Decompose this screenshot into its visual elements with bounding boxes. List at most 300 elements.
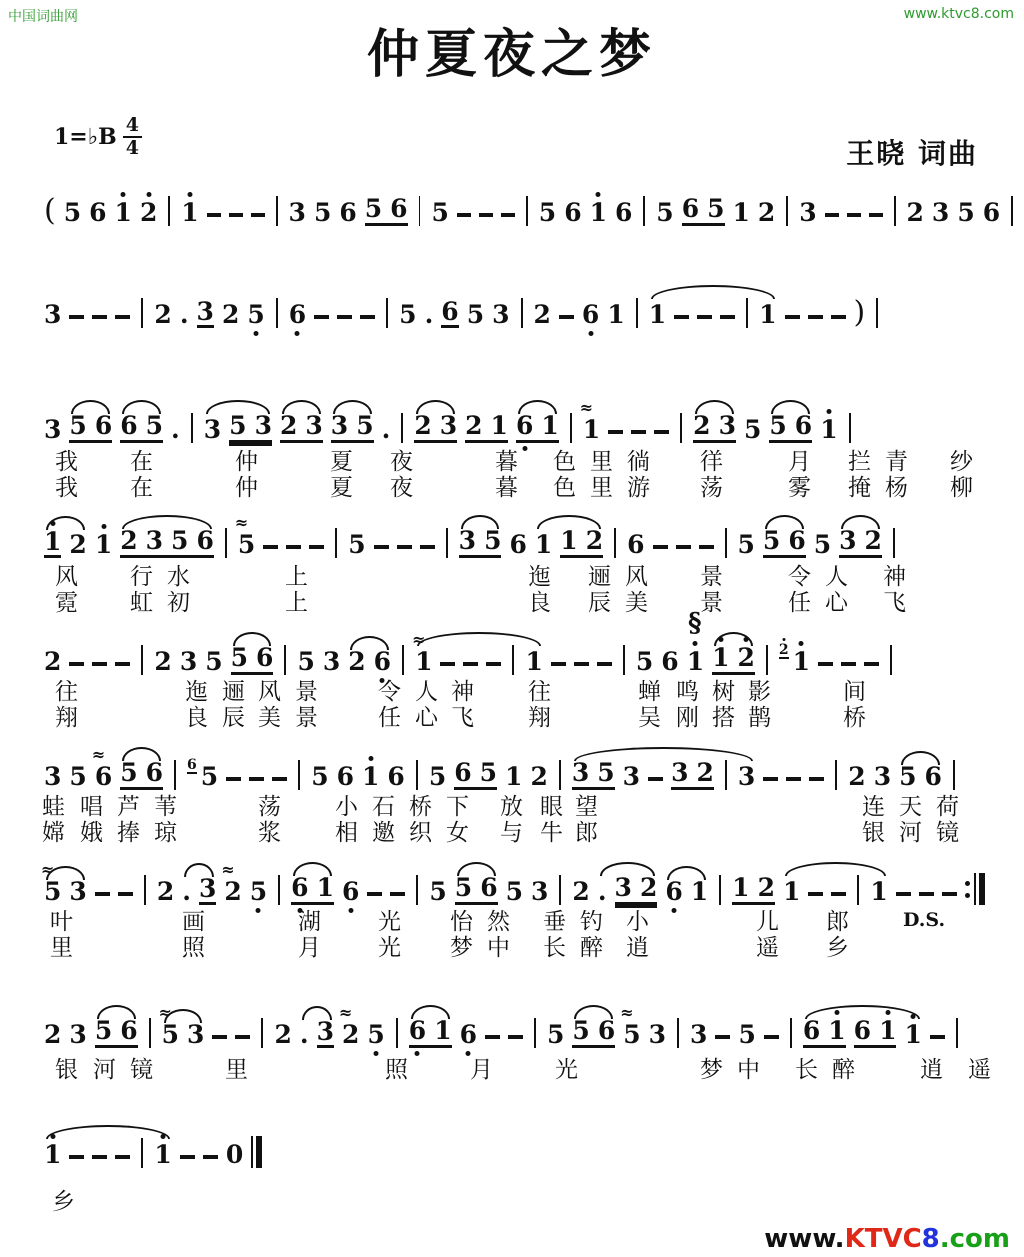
duration-dash bbox=[896, 892, 911, 896]
slur-group bbox=[414, 413, 457, 443]
barline bbox=[614, 528, 616, 558]
jianpu-note: 6 bbox=[196, 526, 214, 555]
beam-group bbox=[560, 528, 603, 558]
barline bbox=[786, 196, 788, 226]
octave-dot-above bbox=[368, 756, 373, 761]
lyric-syllable: 刚 bbox=[676, 705, 699, 731]
lyric-syllable: 心 bbox=[415, 705, 438, 731]
jianpu-note: 6 bbox=[853, 1016, 872, 1045]
time-signature-denominator: 4 bbox=[125, 137, 139, 159]
mordent-icon: ≈ bbox=[338, 1003, 351, 1022]
barline bbox=[893, 528, 895, 558]
jianpu-note: 5 bbox=[69, 762, 87, 791]
footer-watermark-segment: www. bbox=[764, 1224, 845, 1254]
duration-dash bbox=[847, 213, 861, 217]
jianpu-note: 5 bbox=[230, 643, 249, 672]
slur-group bbox=[763, 528, 806, 558]
jianpu-note: 5 bbox=[348, 530, 366, 559]
jianpu-note: 6 bbox=[374, 649, 391, 675]
jianpu-note: 0 bbox=[225, 1140, 244, 1169]
lyric-syllable: 吴 bbox=[638, 705, 661, 731]
jianpu-note: 6 bbox=[387, 762, 405, 791]
jianpu-note: 3 bbox=[873, 762, 892, 791]
notes-row bbox=[44, 193, 1016, 228]
octave-dot-below bbox=[254, 331, 259, 336]
jianpu-note: 2 ≈ bbox=[338, 1003, 360, 1049]
slur-group bbox=[44, 529, 87, 558]
duration-dash bbox=[229, 213, 243, 217]
duration-dash bbox=[118, 892, 133, 896]
music-line bbox=[44, 193, 1016, 236]
jianpu-note: 5 bbox=[762, 526, 781, 555]
jianpu-note: 2 bbox=[154, 300, 172, 329]
lyric-syllable: 光 bbox=[378, 909, 401, 935]
jianpu-note: 5 bbox=[171, 526, 189, 555]
octave-dot-above bbox=[101, 524, 106, 529]
slur-group bbox=[712, 645, 755, 675]
lyric-syllable: 里 bbox=[590, 449, 613, 475]
jianpu-note: 5 bbox=[200, 762, 219, 791]
repeat-dot bbox=[965, 893, 970, 898]
slur-group bbox=[572, 1018, 615, 1048]
jianpu-note: 2 bbox=[533, 300, 551, 329]
lyric-syllable: 暮 bbox=[495, 475, 518, 501]
site-link-right[interactable]: www.ktvc8.com bbox=[903, 6, 1014, 22]
jianpu-note: 1 bbox=[590, 200, 607, 226]
jianpu-note: 6 bbox=[681, 194, 700, 223]
jianpu-note: 6 bbox=[661, 647, 679, 676]
jianpu-note: 3 bbox=[196, 297, 214, 326]
lyric-syllable: 女 bbox=[446, 820, 469, 846]
jianpu-note: 5 bbox=[743, 415, 762, 444]
jianpu-note: 1 bbox=[607, 300, 625, 329]
intro-paren: ) bbox=[853, 295, 866, 330]
jianpu-note: 1 bbox=[732, 873, 750, 902]
slur-group bbox=[41, 860, 87, 906]
duration-dash bbox=[574, 662, 589, 666]
barline bbox=[849, 413, 851, 443]
lyric-syllable: 美 bbox=[625, 590, 648, 616]
lyric-syllable: 河 bbox=[899, 820, 922, 846]
grace-note: 2 bbox=[779, 643, 789, 659]
footer-watermark-segment: KTVC bbox=[844, 1224, 922, 1254]
lyric-syllable: 色 bbox=[553, 475, 576, 501]
jianpu-note: 5 bbox=[367, 1022, 384, 1048]
barline bbox=[857, 875, 859, 905]
augmentation-dot: . bbox=[424, 300, 434, 329]
lyric-syllable: 杨 bbox=[885, 475, 908, 501]
lyric-syllable: 飞 bbox=[883, 590, 906, 616]
music-line bbox=[44, 630, 1016, 683]
duration-dash bbox=[551, 662, 566, 666]
barline bbox=[278, 875, 280, 905]
jianpu-note: 5 bbox=[63, 198, 82, 227]
duration-dash bbox=[808, 892, 823, 896]
notes-row bbox=[44, 398, 1016, 444]
lyric-syllable: 垂 bbox=[543, 909, 566, 935]
barline bbox=[559, 875, 561, 905]
jianpu-note: 5 bbox=[356, 411, 374, 440]
lyric-syllable: 风 bbox=[625, 564, 648, 590]
jianpu-note: 2 bbox=[530, 762, 548, 791]
barline bbox=[225, 528, 227, 558]
lyric-syllable: 纱 bbox=[950, 449, 973, 475]
barline bbox=[623, 645, 625, 675]
lyric-syllable: 遥 bbox=[756, 935, 779, 961]
lyric-syllable: 初 bbox=[167, 590, 190, 616]
lyric-syllable: 郎 bbox=[826, 909, 849, 935]
beam-group bbox=[615, 875, 658, 905]
lyric-syllable: 小 bbox=[626, 909, 649, 935]
jianpu-note: 5 bbox=[454, 873, 473, 902]
duration-dash bbox=[463, 662, 478, 666]
lyric-syllable: 放 bbox=[500, 794, 523, 820]
barline bbox=[298, 760, 300, 790]
slur-group bbox=[204, 413, 272, 443]
beam-group bbox=[671, 760, 714, 790]
mordent-icon: ≈ bbox=[221, 860, 233, 879]
jianpu-note: 5 ≈ bbox=[620, 1003, 641, 1049]
slur-group bbox=[803, 1018, 922, 1048]
jianpu-note: 1 bbox=[759, 300, 777, 329]
jianpu-note: 6 bbox=[516, 413, 533, 439]
octave-dot-below bbox=[374, 1051, 379, 1056]
jianpu-note: 2 bbox=[572, 877, 590, 906]
jianpu-note: 6 bbox=[509, 530, 527, 559]
octave-dot-above bbox=[799, 641, 804, 646]
jianpu-note: 3 bbox=[622, 762, 641, 791]
duration-dash bbox=[676, 545, 691, 549]
duration-dash bbox=[115, 1155, 130, 1159]
augmentation-dot: . bbox=[597, 877, 607, 906]
jianpu-note: 5 bbox=[737, 530, 755, 559]
duration-dash bbox=[764, 1035, 779, 1039]
barline bbox=[559, 760, 561, 790]
jianpu-note: 5 bbox=[466, 300, 485, 329]
jianpu-note: 1 bbox=[690, 877, 709, 906]
jianpu-note: 6 bbox=[802, 1016, 821, 1045]
jianpu-note: 1 bbox=[44, 529, 61, 558]
duration-dash bbox=[115, 662, 130, 666]
lyric-syllable: 在 bbox=[130, 475, 153, 501]
slur-group bbox=[783, 875, 888, 905]
duration-dash bbox=[808, 315, 823, 319]
lyric-syllable: 良 bbox=[185, 705, 208, 731]
duration-dash bbox=[203, 1155, 218, 1159]
beam-group bbox=[465, 413, 508, 443]
lyric-syllable: 任 bbox=[378, 705, 401, 731]
octave-dot-above bbox=[121, 192, 126, 197]
jianpu-note: 3 bbox=[571, 758, 590, 787]
barline-thick bbox=[256, 1136, 262, 1168]
lyric-syllable: 往 bbox=[55, 679, 78, 705]
duration-dash bbox=[374, 545, 389, 549]
duration-dash bbox=[699, 545, 714, 549]
jianpu-note: 5 bbox=[635, 647, 654, 676]
duration-dash bbox=[674, 315, 689, 319]
jianpu-note: 3 bbox=[69, 877, 87, 906]
jianpu-note: 1 bbox=[362, 764, 379, 790]
jianpu-note: 1 bbox=[505, 762, 523, 791]
duration-dash bbox=[809, 777, 824, 781]
lyric-syllable: 翔 bbox=[528, 705, 551, 731]
duration-dash bbox=[942, 892, 957, 896]
jianpu-note: 3 bbox=[531, 877, 549, 906]
composer-credit: 王晓 词曲 bbox=[846, 137, 978, 170]
jianpu-note: 5 bbox=[205, 647, 223, 676]
duration-dash bbox=[864, 662, 879, 666]
jianpu-note: 2 bbox=[757, 873, 775, 902]
barline bbox=[149, 1018, 151, 1048]
jianpu-note: 3 bbox=[198, 874, 217, 903]
mordent-icon: ≈ bbox=[579, 398, 592, 417]
lyric-syllable: 银 bbox=[862, 820, 885, 846]
jianpu-note: 3 bbox=[690, 1020, 708, 1049]
barline bbox=[396, 1018, 398, 1048]
jianpu-note: 3 bbox=[203, 415, 222, 444]
barline bbox=[191, 413, 193, 443]
ds-al-segno-mark: D.S. bbox=[903, 909, 946, 931]
jianpu-note: 6 bbox=[342, 879, 359, 905]
jianpu-note: 2 bbox=[69, 530, 87, 559]
jianpu-note: 2 bbox=[156, 877, 175, 906]
octave-dot-below bbox=[295, 331, 300, 336]
duration-dash bbox=[654, 430, 669, 434]
lyric-syllable: 行 bbox=[130, 564, 153, 590]
jianpu-note: 1 bbox=[541, 411, 559, 440]
jianpu-note: 5 bbox=[597, 758, 615, 787]
lyric-syllable: 夏 bbox=[330, 475, 353, 501]
jianpu-note: 2 ≈ bbox=[221, 860, 242, 906]
music-line bbox=[44, 745, 1016, 798]
music-line bbox=[44, 295, 1016, 338]
duration-dash bbox=[930, 1035, 945, 1039]
jianpu-note: 6 bbox=[89, 198, 107, 227]
jianpu-note: 2 bbox=[414, 411, 432, 440]
jianpu-note: 6 bbox=[924, 762, 942, 791]
lyric-syllable: 影 bbox=[748, 679, 771, 705]
lyric-syllable: 荡 bbox=[700, 475, 723, 501]
duration-dash bbox=[508, 1035, 523, 1039]
jianpu-note: 3 bbox=[492, 300, 510, 329]
lyric-syllable: 鸣 bbox=[676, 679, 699, 705]
barline-thin bbox=[251, 1136, 253, 1168]
lyric-syllable: 蝉 bbox=[638, 679, 661, 705]
barline bbox=[401, 413, 403, 443]
duration-dash bbox=[785, 315, 800, 319]
jianpu-note: 1 bbox=[95, 532, 112, 558]
jianpu-note: 5 bbox=[429, 877, 447, 906]
duration-dash bbox=[720, 315, 735, 319]
music-line bbox=[44, 1003, 1016, 1058]
jianpu-note: 3 bbox=[931, 198, 950, 227]
intro-paren: ( bbox=[44, 193, 56, 228]
lyric-syllable: 眼 bbox=[540, 794, 563, 820]
barline bbox=[521, 298, 523, 328]
barline bbox=[386, 298, 388, 328]
lyric-syllable: 辰 bbox=[222, 705, 245, 731]
jianpu-note: 1 bbox=[879, 1018, 896, 1044]
jianpu-note: 6 bbox=[441, 297, 459, 326]
grace-note: 6 bbox=[187, 757, 197, 773]
octave-dot-below bbox=[588, 331, 593, 336]
octave-dot-above bbox=[50, 521, 55, 526]
lyric-syllable: 光 bbox=[555, 1057, 578, 1083]
beam-group bbox=[365, 196, 408, 226]
slur-group bbox=[899, 764, 942, 790]
duration-dash bbox=[825, 213, 839, 217]
beam-group bbox=[682, 196, 725, 226]
slur-group bbox=[693, 413, 736, 443]
barline bbox=[1011, 196, 1013, 226]
duration-dash bbox=[180, 1155, 195, 1159]
barline bbox=[276, 196, 278, 226]
jianpu-note: 6 bbox=[665, 879, 682, 905]
jianpu-note: 5 bbox=[656, 198, 674, 227]
key-tonic: 1=♭B bbox=[54, 124, 117, 150]
jianpu-note: 6 bbox=[794, 411, 813, 440]
octave-dot-above bbox=[693, 641, 698, 646]
jianpu-note: 2 bbox=[864, 526, 882, 555]
lyric-syllable: 乡 bbox=[52, 1189, 75, 1215]
slur-group bbox=[280, 413, 323, 443]
duration-dash bbox=[309, 545, 324, 549]
repeat-dot bbox=[965, 881, 970, 886]
jianpu-note: 1 bbox=[782, 877, 801, 906]
mordent-icon: ≈ bbox=[234, 513, 247, 532]
jianpu-note: 5 bbox=[250, 879, 267, 905]
lyric-syllable: 捧 bbox=[117, 820, 140, 846]
octave-dot-above bbox=[744, 637, 749, 642]
barline bbox=[534, 1018, 536, 1048]
jianpu-note: 2 bbox=[154, 647, 172, 676]
jianpu-note: 6 bbox=[291, 875, 308, 901]
barline bbox=[894, 196, 896, 226]
barline bbox=[416, 760, 418, 790]
jianpu-note: 2 bbox=[44, 1020, 62, 1049]
duration-dash bbox=[831, 315, 846, 319]
duration-dash bbox=[631, 430, 646, 434]
octave-dot-below bbox=[466, 1051, 471, 1056]
octave-dot-above bbox=[885, 1010, 890, 1015]
music-line bbox=[44, 1136, 1016, 1176]
jianpu-note: 5 bbox=[813, 530, 832, 559]
jianpu-note: 6 bbox=[480, 873, 498, 902]
barline bbox=[419, 196, 421, 226]
lyric-syllable: 暮 bbox=[495, 449, 518, 475]
jianpu-note: 5 bbox=[428, 762, 447, 791]
jianpu-note: 5 bbox=[399, 300, 417, 329]
lyric-syllable: 与 bbox=[500, 820, 523, 846]
lyric-syllable: 连 bbox=[862, 794, 885, 820]
jianpu-note: 5 bbox=[313, 198, 332, 227]
slur-group bbox=[95, 1018, 138, 1048]
jianpu-note: 6 bbox=[582, 302, 599, 328]
notes-row bbox=[44, 513, 1016, 559]
mordent-icon: ≈ bbox=[620, 1003, 632, 1022]
barline bbox=[725, 760, 727, 790]
lyric-syllable: 上 bbox=[285, 590, 308, 616]
barline bbox=[766, 645, 768, 675]
slur-group bbox=[409, 1018, 452, 1048]
duration-dash bbox=[367, 892, 382, 896]
jianpu-note: 6 bbox=[454, 758, 472, 787]
duration-dash bbox=[457, 213, 471, 217]
mordent-icon: ≈ bbox=[158, 1003, 171, 1022]
jianpu-note: 3 bbox=[44, 762, 62, 791]
duration-dash bbox=[249, 777, 264, 781]
jianpu-note: 5 bbox=[311, 762, 329, 791]
octave-dot-above bbox=[834, 1010, 839, 1015]
barline bbox=[890, 645, 892, 675]
lyric-syllable: 儿 bbox=[756, 909, 779, 935]
duration-dash bbox=[715, 1035, 730, 1039]
slur-group bbox=[291, 875, 334, 905]
jianpu-note: 2 bbox=[757, 198, 776, 227]
lyric-syllable: 掩 bbox=[848, 475, 871, 501]
augmentation-dot: . bbox=[299, 1020, 309, 1049]
jianpu-note: 5 bbox=[707, 194, 725, 223]
duration-dash bbox=[286, 545, 301, 549]
jianpu-note: 3 bbox=[737, 762, 756, 791]
jianpu-note: 2 bbox=[696, 758, 714, 787]
barline bbox=[402, 645, 404, 675]
slur-group bbox=[120, 528, 214, 558]
lyric-syllable: 夜 bbox=[390, 449, 413, 475]
jianpu-note: 6 bbox=[120, 411, 138, 440]
barline-thin bbox=[974, 873, 976, 905]
slur-group bbox=[665, 879, 708, 905]
lyric-syllable: 我 bbox=[55, 475, 78, 501]
lyric-syllable: 照 bbox=[182, 935, 205, 961]
lyric-syllable: 仲 bbox=[235, 475, 258, 501]
jianpu-note: 5 ≈ bbox=[158, 1003, 180, 1049]
lyric-syllable: 景 bbox=[700, 564, 723, 590]
mordent-icon: ≈ bbox=[412, 630, 424, 649]
octave-dot-above bbox=[146, 192, 151, 197]
lyric-syllable: 夜 bbox=[390, 475, 413, 501]
notes-row bbox=[44, 630, 1016, 676]
barline bbox=[835, 760, 837, 790]
octave-dot-above bbox=[826, 409, 831, 414]
duration-dash bbox=[92, 662, 107, 666]
notes-row bbox=[44, 1136, 1016, 1168]
lyric-syllable: 树 bbox=[712, 679, 735, 705]
jianpu-note: 1 bbox=[712, 645, 729, 671]
jianpu-note: 1 ≈ bbox=[412, 630, 433, 676]
lyric-syllable: 拦 bbox=[848, 449, 871, 475]
slur-group bbox=[769, 413, 812, 443]
jianpu-note: 3 bbox=[718, 411, 736, 440]
barline bbox=[141, 645, 143, 675]
lyric-syllable: 上 bbox=[285, 564, 308, 590]
barline bbox=[725, 528, 727, 558]
slur-group bbox=[516, 413, 559, 443]
slur-group bbox=[649, 298, 777, 328]
augmentation-dot: . bbox=[182, 877, 191, 906]
duration-dash bbox=[226, 777, 241, 781]
lyric-syllable: 游 bbox=[627, 475, 650, 501]
lyric-syllable: 娥 bbox=[80, 820, 103, 846]
duration-dash bbox=[69, 315, 84, 319]
jianpu-note: 1 bbox=[316, 873, 334, 902]
jianpu-note: 6 bbox=[289, 302, 306, 328]
jianpu-note: 1 bbox=[560, 526, 578, 555]
repeat-end-barline bbox=[965, 873, 985, 905]
barline bbox=[677, 1018, 679, 1048]
lyric-syllable: 银 bbox=[55, 1057, 78, 1083]
site-link-left[interactable]: 中国词曲网 bbox=[8, 9, 78, 25]
